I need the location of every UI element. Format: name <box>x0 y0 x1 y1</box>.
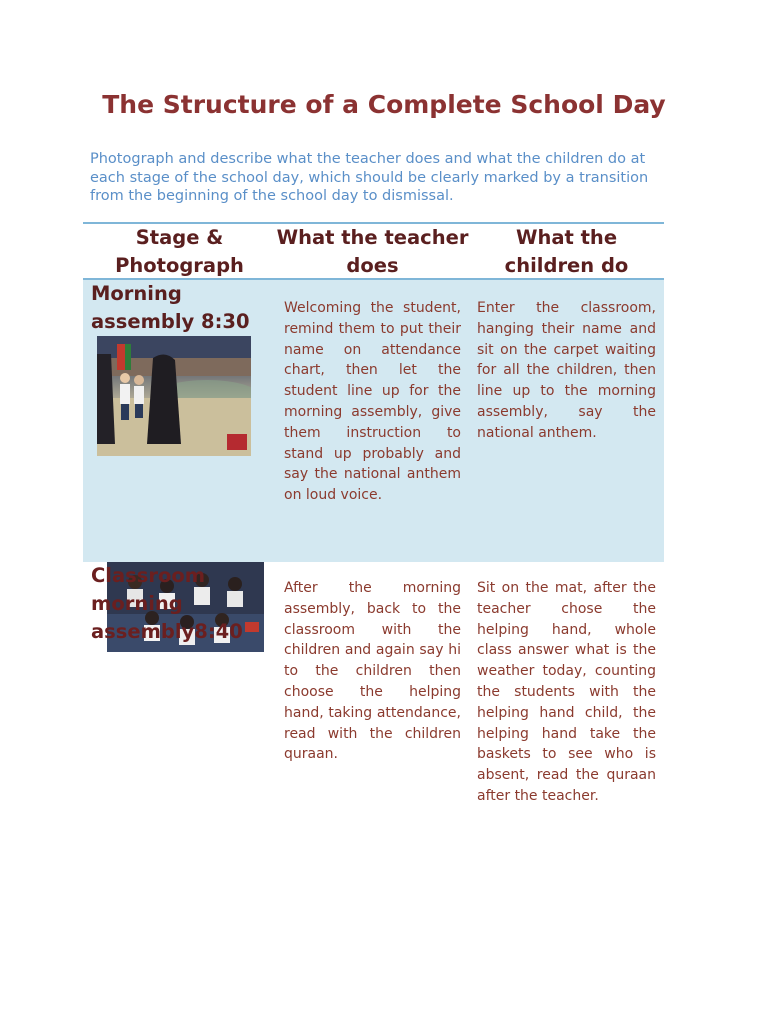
morning-assembly-photo <box>97 336 251 456</box>
morning-assembly-photo-art <box>97 336 251 456</box>
stage-label: Morning assembly 8:30 <box>91 282 250 333</box>
header-teacher: What the teacher does <box>276 226 469 277</box>
teacher-cell: After the morning assembly, back to the classroom with the children and again say hi to the children then choose the helping hand, taking attendance, read with the children quraan. <box>284 580 461 763</box>
page-title: The Structure of a Complete School Day <box>102 90 666 119</box>
table-row <box>83 280 664 562</box>
intro-paragraph: Photograph and describe what the teacher does and what the children do at each stage of the school day, which should be clearly marked by a transition from the beginning of the school day to dismissal. <box>90 151 649 204</box>
school-day-table <box>83 222 664 862</box>
table-row <box>83 562 664 862</box>
children-cell: Enter the classroom, hanging their name and sit on the carpet waiting for all the children, then line up to the morning assembly, say the national anthem. <box>477 300 656 441</box>
teacher-cell: Welcoming the student, remind them to put their name on attendance chart, then let the student line up for the morning assembly, give them instruction to stand up probably and say the national anthem on loud voice. <box>284 300 461 504</box>
header-stage: Stage & Photograph <box>115 226 244 277</box>
stage-label: Classroom morning assembly8:40 <box>91 564 243 643</box>
stage-cell <box>83 562 276 862</box>
header-children: What the children do <box>504 226 629 277</box>
children-cell: Sit on the mat, after the teacher chose the helping hand, whole class answer what is the weather today, counting the students with the helping hand child, the helping hand take the baskets to see who is absent, read the quraan after the teacher. <box>477 580 656 804</box>
stage-cell <box>83 280 276 562</box>
table-header-row <box>83 222 664 280</box>
